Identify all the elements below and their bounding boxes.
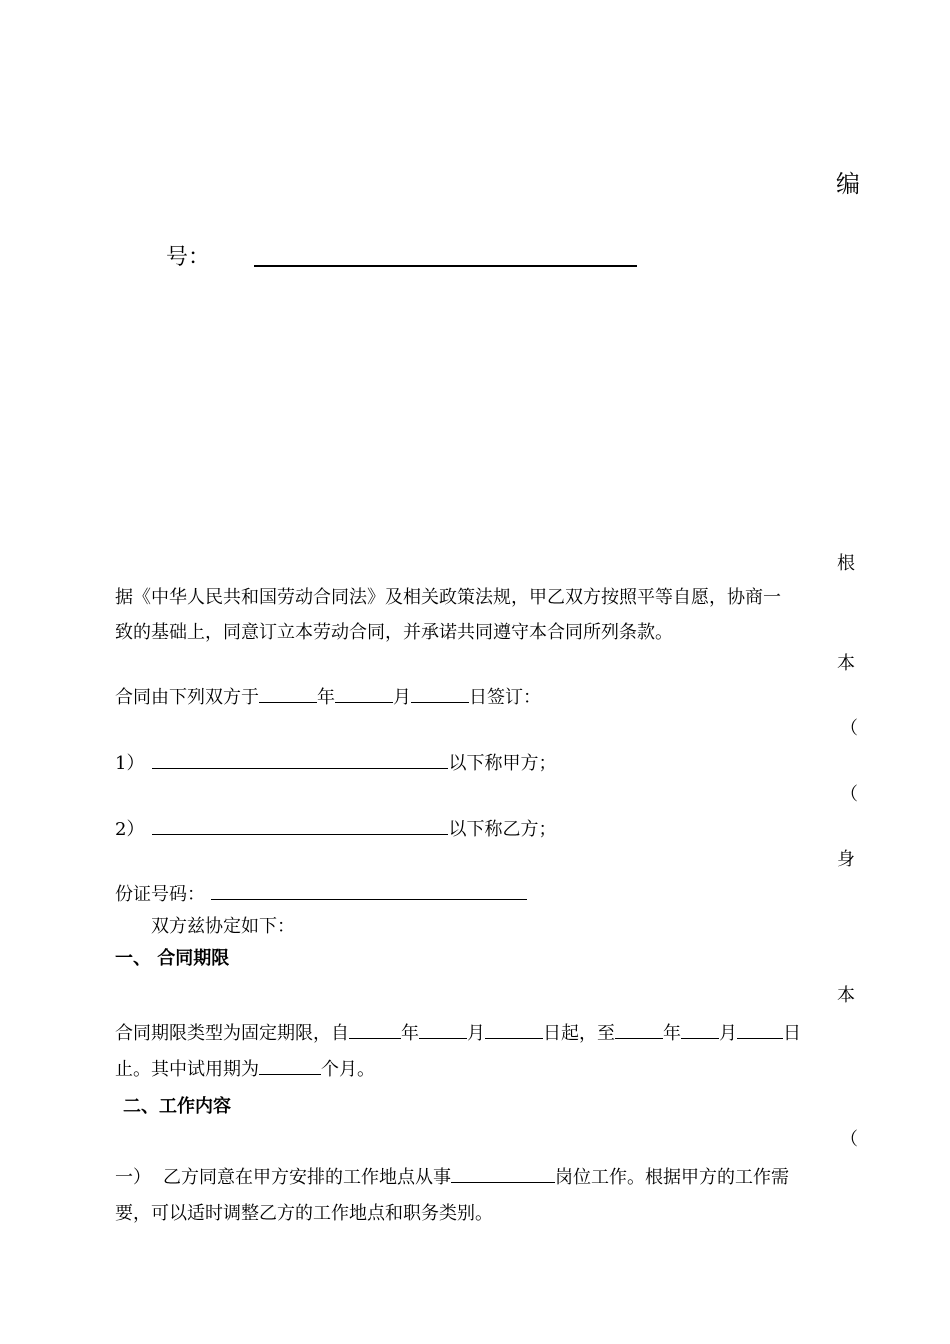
probation-months-field[interactable] — [259, 1058, 321, 1075]
party-a-name-field[interactable] — [152, 752, 448, 769]
party-b-suffix: 以下称乙方； — [448, 819, 557, 840]
signing-year-field[interactable] — [259, 686, 317, 703]
id-label: 份证号码： — [115, 884, 205, 905]
signing-day-field[interactable] — [411, 686, 469, 703]
number-label: 号： — [166, 245, 211, 270]
term-start-month-label: 月 — [467, 1023, 485, 1044]
term-end-day-field[interactable] — [737, 1022, 783, 1039]
job-position-field[interactable] — [451, 1166, 555, 1183]
party-b-name-field[interactable] — [152, 818, 448, 835]
work-item-1-text: 乙方同意在甲方安排的工作地点从事 — [163, 1167, 451, 1188]
preamble-line-2: 致的基础上，同意订立本劳动合同，并承诺共同遵守本合同所列条款。 — [115, 622, 673, 643]
work-item-1-number: 一） — [115, 1167, 151, 1188]
id-number-field[interactable] — [211, 883, 527, 900]
party-b-number: 2） — [115, 819, 145, 840]
work-item-1-line — [115, 1166, 789, 1189]
party-a-paren: （ — [840, 718, 858, 739]
signing-month-label: 月 — [393, 687, 411, 708]
term-end-year-label: 年 — [663, 1023, 681, 1044]
section-2-heading: 二、工作内容 — [123, 1096, 231, 1117]
id-tail: 身 — [837, 849, 855, 870]
signing-prefix: 合同由下列双方于 — [115, 687, 259, 708]
term-end-year-field[interactable] — [615, 1022, 663, 1039]
signing-year-label: 年 — [317, 687, 335, 708]
section-1-heading: 一、 合同期限 — [115, 948, 230, 969]
term-text: 合同期限类型为固定期限，自 — [115, 1023, 349, 1044]
term-start-year-field[interactable] — [349, 1022, 401, 1039]
probation-unit: 个月。 — [321, 1059, 375, 1080]
signing-tail: 本 — [837, 653, 855, 674]
preamble-line-1: 据《中华人民共和国劳动合同法》及相关政策法规，甲乙双方按照平等自愿，协商一 — [115, 587, 781, 608]
signing-month-field[interactable] — [335, 686, 393, 703]
term-line — [115, 1022, 801, 1045]
number-field-line[interactable] — [254, 265, 637, 267]
party-a-line — [115, 752, 556, 775]
term-end-day-label: 日 — [783, 1023, 801, 1044]
term-end-month-label: 月 — [719, 1023, 737, 1044]
work-item-1-line-2: 要，可以适时调整乙方的工作地点和职务类别。 — [115, 1203, 493, 1224]
signing-day-label: 日签订： — [469, 687, 541, 708]
party-b-paren: （ — [840, 784, 858, 805]
signing-date-line — [115, 686, 541, 709]
work-item-1-text-cont: 岗位工作。根据甲方的工作需 — [555, 1167, 789, 1188]
section-2-tail: （ — [840, 1129, 858, 1150]
term-start-day-label: 日起，至 — [543, 1023, 615, 1044]
party-b-line — [115, 818, 556, 841]
section-1-tail: 本 — [837, 985, 855, 1006]
agreement-intro: 双方兹协定如下： — [151, 916, 295, 937]
id-line — [115, 883, 527, 906]
probation-text: 止。其中试用期为 — [115, 1059, 259, 1080]
term-end-month-field[interactable] — [681, 1022, 719, 1039]
number-label-char-1: 编 — [836, 170, 860, 198]
term-start-day-field[interactable] — [485, 1022, 543, 1039]
party-a-suffix: 以下称甲方； — [448, 753, 557, 774]
party-a-number: 1） — [115, 753, 145, 774]
preamble-tail: 根 — [837, 553, 855, 574]
term-start-year-label: 年 — [401, 1023, 419, 1044]
probation-line — [115, 1058, 375, 1081]
term-start-month-field[interactable] — [419, 1022, 467, 1039]
